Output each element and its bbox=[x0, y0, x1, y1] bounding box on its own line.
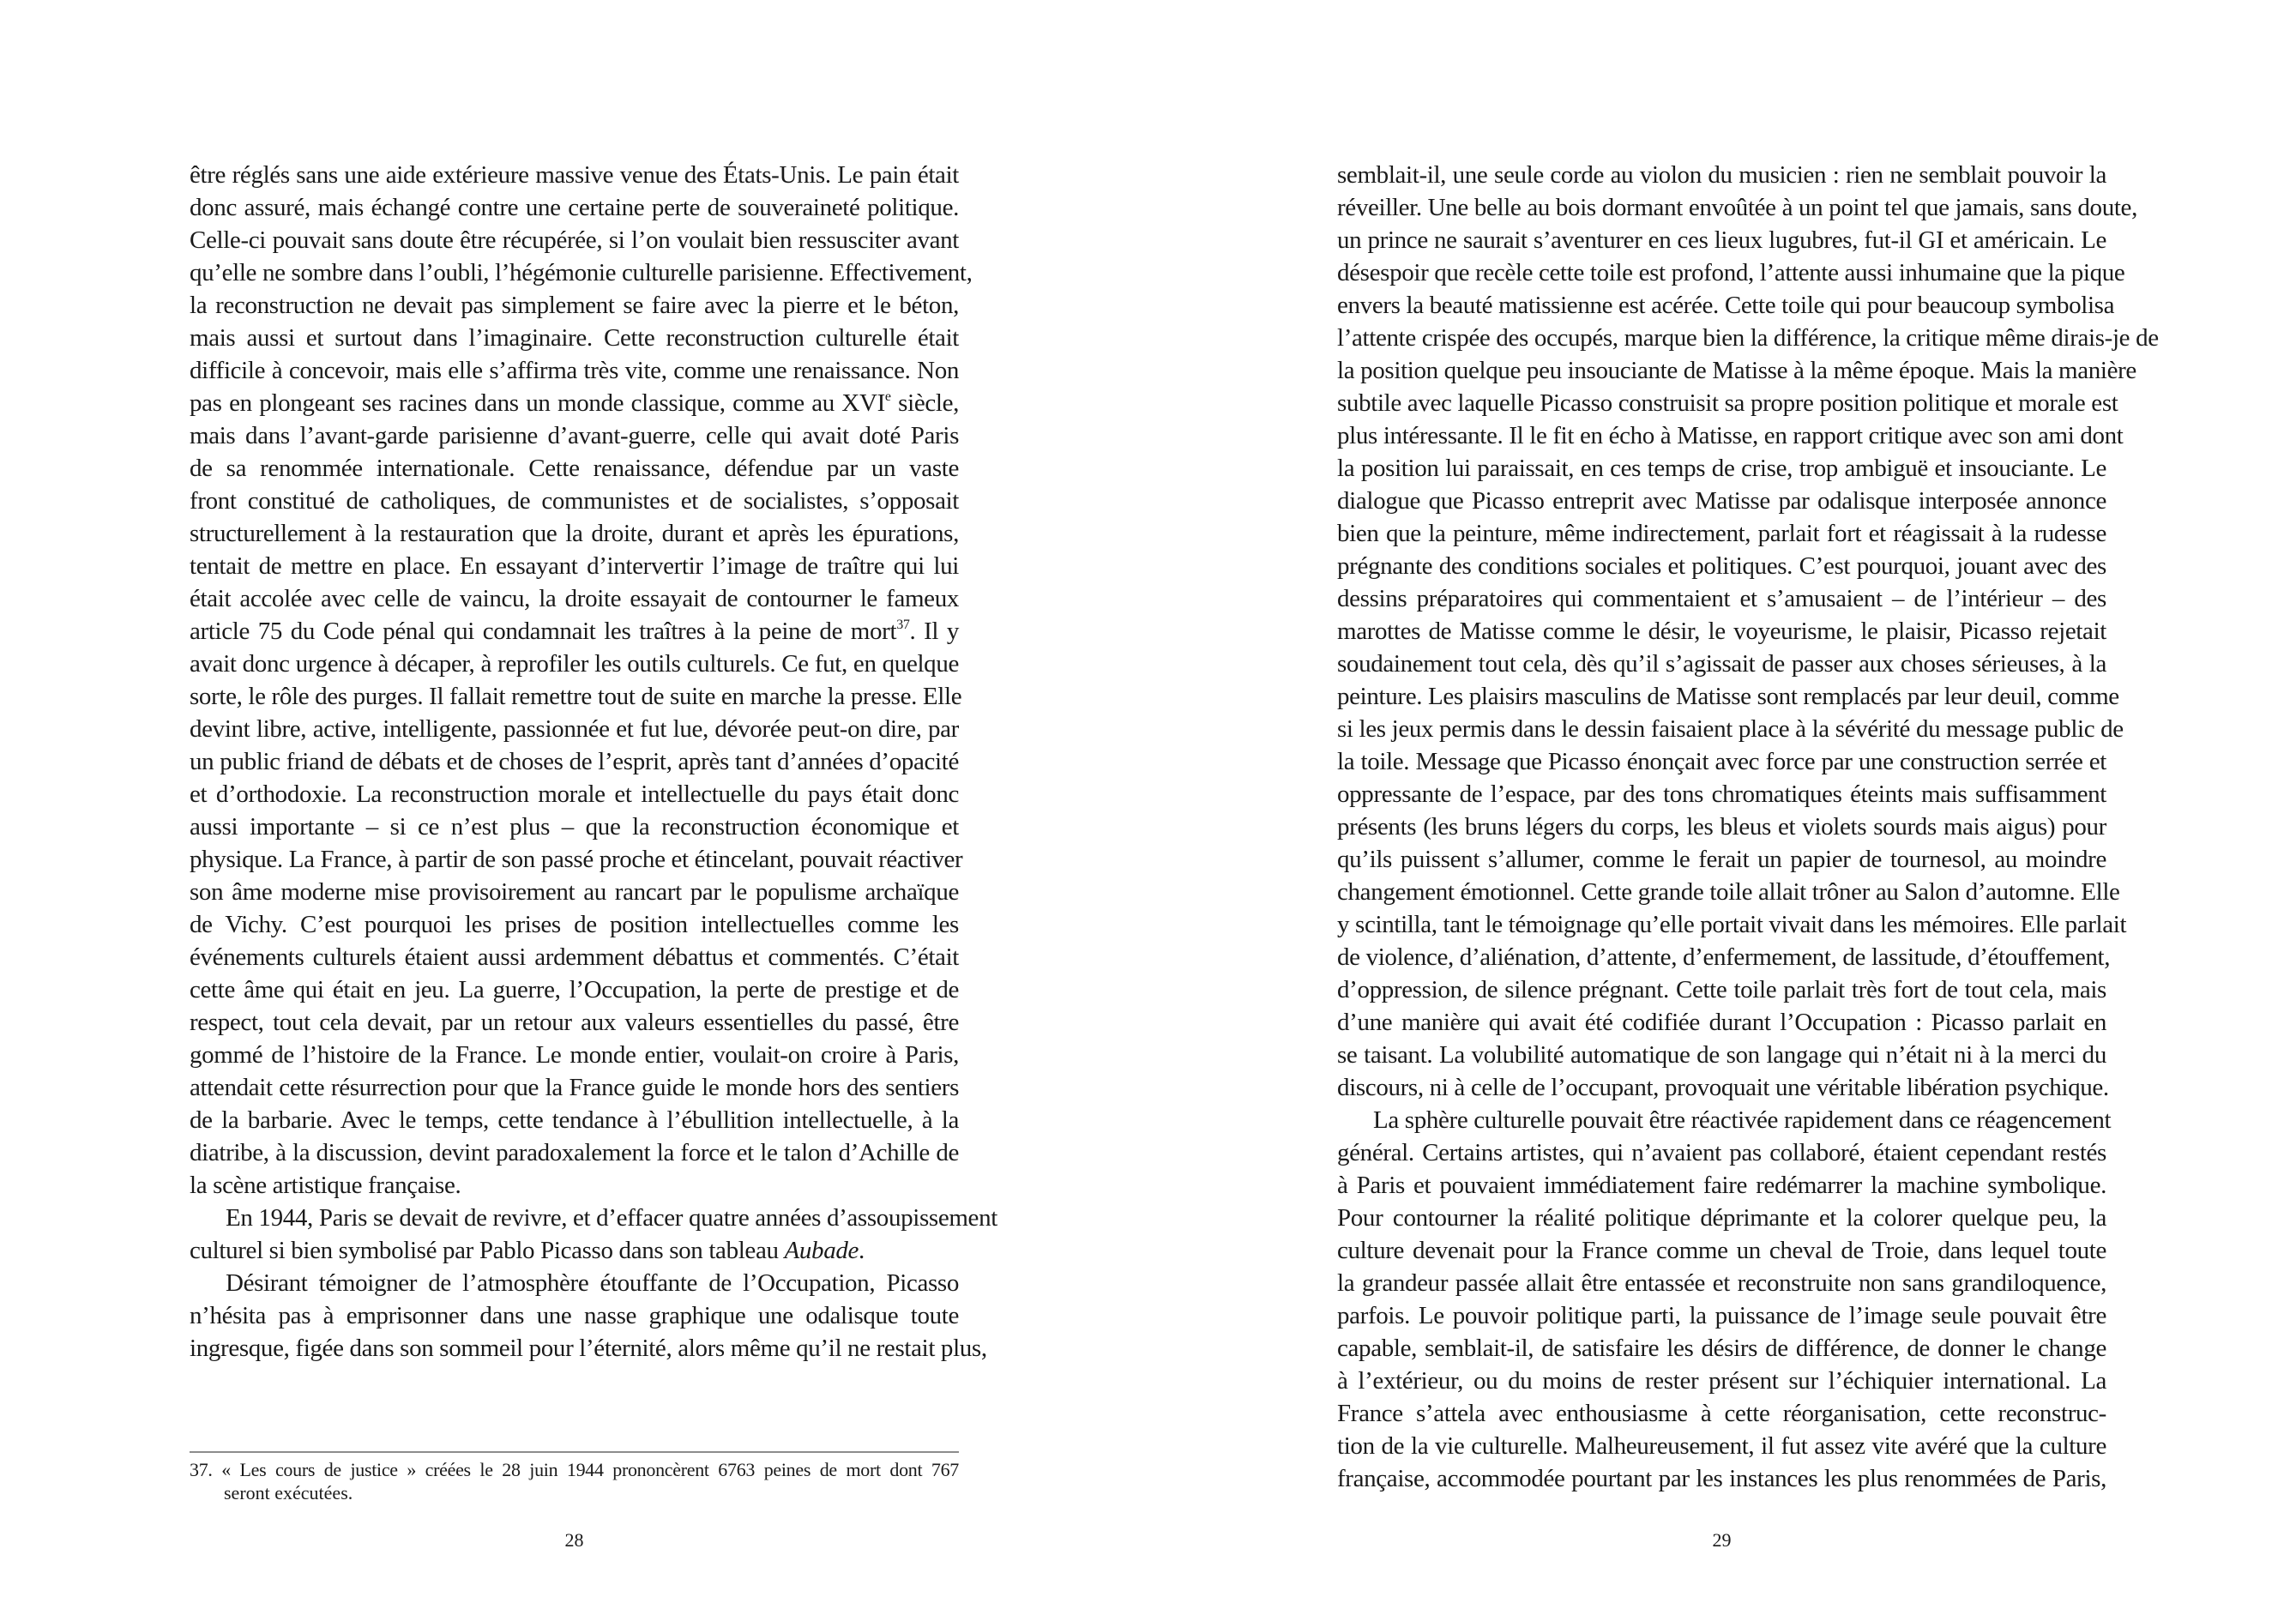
line-text: était accolée avec celle de vaincu, la droite essayait de contourner le fameux bbox=[190, 585, 959, 612]
line-text: Désirant témoigner de l’atmosphère étouffante de l’Occupation, Picasso bbox=[226, 1269, 959, 1297]
line-text: présents (les bruns légers du corps, les bleus et violets sourds mais aigus) pour bbox=[1337, 813, 2106, 841]
line-text-tail: . Il y bbox=[909, 618, 959, 645]
text-line bbox=[1337, 1365, 2106, 1397]
text-line bbox=[190, 387, 959, 419]
line-text: de la barbarie. Avec le temps, cette tendance à l’ébullition intellectuelle, à la bbox=[190, 1106, 959, 1134]
text-line bbox=[1337, 778, 2106, 810]
line-text: à Paris et pouvaient immédiatement faire redémarrer la machine symbolique. bbox=[1337, 1172, 2106, 1199]
text-line bbox=[1337, 419, 2124, 452]
text-line bbox=[190, 941, 959, 973]
text-line bbox=[190, 1039, 959, 1071]
line-text: attendait cette résurrection pour que la France guide le monde hors des sentiers bbox=[190, 1074, 959, 1101]
artwork-title: Aubade bbox=[784, 1237, 859, 1264]
line-text: qu’ils puissent s’allumer, comme le ferait un papier de tournesol, au moindre bbox=[1337, 846, 2106, 873]
text-line bbox=[190, 1104, 959, 1136]
line-text: subtile avec laquelle Picasso construisit sa propre position politique et morale est bbox=[1337, 389, 2118, 417]
text-line bbox=[1337, 1332, 2106, 1365]
page-number-right: 29 bbox=[1712, 1529, 1732, 1551]
text-line bbox=[1337, 322, 2159, 354]
text-line bbox=[1337, 1104, 2112, 1136]
text-line bbox=[1337, 745, 2106, 778]
line-text: capable, semblait-il, de satisfaire les désirs de différence, de donner le change bbox=[1337, 1335, 2106, 1362]
line-text: si les jeux permis dans le dessin faisaient place à la sévérité du message public de bbox=[1337, 715, 2124, 743]
text-line bbox=[1337, 582, 2106, 615]
line-text: avait donc urgence à décaper, à reprofiler les outils culturels. Ce fut, en quelque bbox=[190, 650, 959, 678]
footnote-37 bbox=[190, 1458, 959, 1504]
line-text: peinture. Les plaisirs masculins de Matisse sont remplacés par leur deuil, comme bbox=[1337, 683, 2119, 710]
line-text: culturel si bien symbolisé par Pablo Picasso dans son tableau bbox=[190, 1237, 785, 1264]
line-text: respect, tout cela devait, par un retour aux valeurs essentielles du passé, être bbox=[190, 1009, 959, 1036]
text-line bbox=[1337, 648, 2106, 680]
line-text: la toile. Message que Picasso énonçait avec force par une construction serrée et bbox=[1337, 748, 2106, 775]
line-text: de violence, d’aliénation, d’attente, d’enfermement, de lassitude, d’étouffement, bbox=[1337, 943, 2111, 971]
line-text: d’une manière qui avait été codifiée durant l’Occupation : Picasso parlait en bbox=[1337, 1009, 2106, 1036]
line-text: oppressante de l’espace, par des tons chromatiques éteints mais suffisamment bbox=[1337, 780, 2106, 808]
line-text: changement émotionnel. Cette grande toile allait trôner au Salon d’automne. Elle bbox=[1337, 878, 2120, 906]
line-text: la reconstruction ne devait pas simplement se faire avec la pierre et le béton, bbox=[190, 292, 959, 319]
text-line bbox=[190, 615, 959, 648]
right-page bbox=[1148, 0, 2296, 1621]
line-text: de Vichy. C’est pourquoi les prises de position intellectuelles comme les bbox=[190, 911, 959, 938]
text-line bbox=[1337, 908, 2127, 941]
text-line bbox=[1337, 1169, 2106, 1202]
line-text: diatribe, à la discussion, devint paradoxalement la force et le talon d’Achille de bbox=[190, 1139, 959, 1166]
text-line bbox=[190, 485, 959, 517]
line-text: tion de la vie culturelle. Malheureusement, il fut assez vite avéré que la culture bbox=[1337, 1432, 2106, 1460]
line-text: qu’elle ne sombre dans l’oubli, l’hégémonie culturelle parisienne. Effectivement, bbox=[190, 259, 973, 286]
line-text: marottes de Matisse comme le désir, le voyeurisme, le plaisir, Picasso rejetait bbox=[1337, 618, 2106, 645]
line-text: dialogue que Picasso entreprit avec Matisse par odalisque interposée annonce bbox=[1337, 487, 2106, 515]
line-text: France s’attela avec enthousiasme à cette réorganisation, cette reconstruc- bbox=[1337, 1400, 2106, 1427]
text-line bbox=[1337, 1039, 2106, 1071]
text-line bbox=[190, 1071, 959, 1104]
line-text: bien que la peinture, même indirectement, parlait fort et réagissait à la rudesse bbox=[1337, 520, 2106, 547]
text-line bbox=[190, 1136, 959, 1169]
line-text: la grandeur passée allait être entassée et reconstruite non sans grandiloquence, bbox=[1337, 1269, 2106, 1297]
text-line bbox=[1337, 1430, 2106, 1462]
text-line bbox=[190, 517, 959, 550]
line-text: française, accommodée pourtant par les instances les plus renommées de Paris, bbox=[1337, 1465, 2106, 1492]
line-text: Pour contourner la réalité politique déprimante et la colorer quelque peu, la bbox=[1337, 1204, 2106, 1232]
text-line bbox=[1337, 1462, 2106, 1495]
text-line bbox=[1337, 1267, 2106, 1299]
text-line bbox=[1337, 713, 2124, 745]
text-line bbox=[190, 973, 959, 1006]
text-line bbox=[190, 1332, 987, 1365]
text-line bbox=[1337, 615, 2106, 648]
page-number-left: 28 bbox=[564, 1529, 584, 1551]
text-line bbox=[190, 713, 959, 745]
line-text: de sa renommée internationale. Cette renaissance, défendue par un vaste bbox=[190, 455, 959, 482]
line-text-tail: siècle, bbox=[890, 389, 959, 417]
right-body-text bbox=[1337, 159, 2159, 1495]
footnote-reference[interactable]: 37 bbox=[896, 618, 910, 632]
text-line bbox=[1337, 191, 2137, 224]
footnote-divider bbox=[190, 1451, 959, 1453]
text-line bbox=[1337, 1006, 2106, 1039]
line-text: discours, ni à celle de l’occupant, provoquait une véritable libération psychique. bbox=[1337, 1074, 2109, 1101]
line-text: front constitué de catholiques, de communistes et de socialistes, s’opposait bbox=[190, 487, 959, 515]
line-text: Celle-ci pouvait sans doute être récupérée, si l’on voulait bien ressusciter avant bbox=[190, 226, 959, 254]
line-text: l’attente crispée des occupés, marque bien la différence, la critique même dirais-je de bbox=[1337, 324, 2159, 352]
text-line bbox=[1337, 1299, 2106, 1332]
footnote-line-2: seront exécutées. bbox=[224, 1482, 353, 1503]
line-text: sorte, le rôle des purges. Il fallait remettre tout de suite en marche la presse. Elle bbox=[190, 683, 962, 710]
text-line bbox=[190, 452, 959, 485]
text-line bbox=[190, 1006, 959, 1039]
line-text: physique. La France, à partir de son passé proche et étincelant, pouvait réactiver bbox=[190, 846, 963, 873]
line-text: ingresque, figée dans son sommeil pour l’éternité, alors même qu’il ne restait plus, bbox=[190, 1335, 987, 1362]
text-line bbox=[190, 159, 959, 191]
text-line bbox=[190, 680, 962, 713]
ordinal-superscript: e bbox=[884, 389, 891, 404]
line-text: gommé de l’histoire de la France. Le monde entier, voulait-on croire à Paris, bbox=[190, 1041, 959, 1069]
line-text: En 1944, Paris se devait de revivre, et d’effacer quatre années d’assoupissement bbox=[226, 1204, 997, 1232]
footnote-number: 37. bbox=[190, 1459, 213, 1480]
text-line bbox=[190, 419, 959, 452]
line-text: la position lui paraissait, en ces temps de crise, trop ambiguë et insouciante. Le bbox=[1337, 455, 2106, 482]
line-text: plus intéressante. Il le fit en écho à Matisse, en rapport critique avec son ami dont bbox=[1337, 422, 2124, 449]
text-line bbox=[190, 191, 959, 224]
text-line bbox=[190, 778, 959, 810]
line-text: prégnante des conditions sociales et politiques. C’est pourquoi, jouant avec des bbox=[1337, 552, 2106, 580]
text-line bbox=[1337, 452, 2106, 485]
line-text: un prince ne saurait s’aventurer en ces lieux lugubres, fut-il GI et américain. Le bbox=[1337, 226, 2106, 254]
line-text: La sphère culturelle pouvait être réactivée rapidement dans ce réagencement bbox=[1373, 1106, 2112, 1134]
line-text: article 75 du Code pénal qui condamnait les traîtres à la peine de mort bbox=[190, 618, 897, 645]
text-line bbox=[1337, 159, 2106, 191]
line-text: à l’extérieur, ou du moins de rester présent sur l’échiquier international. La bbox=[1337, 1367, 2106, 1395]
line-text: aussi importante – si ce n’est plus – que la reconstruction économique et bbox=[190, 813, 959, 841]
text-line bbox=[190, 1202, 997, 1234]
text-line bbox=[1337, 354, 2136, 387]
line-text: désespoir que recèle cette toile est profond, l’attente aussi inhumaine que la pique bbox=[1337, 259, 2125, 286]
line-text: pas en plongeant ses racines dans un monde classique, comme au XVI bbox=[190, 389, 885, 417]
text-line bbox=[190, 289, 959, 322]
text-line bbox=[1337, 224, 2106, 256]
text-line bbox=[1337, 485, 2106, 517]
text-line bbox=[1337, 256, 2125, 289]
line-text: son âme moderne mise provisoirement au rancart par le populisme archaïque bbox=[190, 878, 959, 906]
line-text: envers la beauté matissienne est acérée. Cette toile qui pour beaucoup symbolisa bbox=[1337, 292, 2115, 319]
text-line bbox=[1337, 1071, 2109, 1104]
line-text: mais aussi et surtout dans l’imaginaire. Cette reconstruction culturelle était bbox=[190, 324, 959, 352]
text-line bbox=[190, 648, 959, 680]
text-line bbox=[190, 908, 959, 941]
text-line bbox=[190, 876, 959, 908]
text-line bbox=[1337, 289, 2115, 322]
text-line bbox=[190, 810, 959, 843]
footnote-text: « Les cours de justice » créées le 28 juin 1944 prononcèrent 6763 peines de mort dont 767 bbox=[221, 1459, 959, 1480]
text-line bbox=[1337, 843, 2106, 876]
text-line bbox=[1337, 876, 2120, 908]
line-text: la scène artistique française. bbox=[190, 1172, 461, 1199]
text-line bbox=[190, 354, 959, 387]
text-line bbox=[190, 1169, 959, 1202]
text-line bbox=[190, 550, 959, 582]
text-line bbox=[190, 1234, 959, 1267]
text-line bbox=[190, 322, 959, 354]
line-text: culture devenait pour la France comme un cheval de Troie, dans lequel toute bbox=[1337, 1237, 2106, 1264]
text-line bbox=[1337, 387, 2118, 419]
line-text: cette âme qui était en jeu. La guerre, l’Occupation, la perte de prestige et de bbox=[190, 976, 959, 1003]
text-line bbox=[1337, 680, 2119, 713]
line-text: d’oppression, de silence prégnant. Cette toile parlait très fort de tout cela, mais bbox=[1337, 976, 2106, 1003]
line-text: réveiller. Une belle au bois dormant envoûtée à un point tel que jamais, sans doute, bbox=[1337, 194, 2137, 221]
line-text: semblait-il, une seule corde au violon du musicien : rien ne semblait pouvoir la bbox=[1337, 161, 2106, 189]
line-text: dessins préparatoires qui commentaient et s’amusaient – de l’intérieur – des bbox=[1337, 585, 2106, 612]
line-text: difficile à concevoir, mais elle s’affirma très vite, comme une renaissance. Non bbox=[190, 357, 959, 384]
line-text: structurellement à la restauration que la droite, durant et après les épurations, bbox=[190, 520, 959, 547]
line-text: devint libre, active, intelligente, passionnée et fut lue, dévorée peut-on dire, par bbox=[190, 715, 959, 743]
line-text: soudainement tout cela, dès qu’il s’agissait de passer aux choses sérieuses, à la bbox=[1337, 650, 2106, 678]
text-line bbox=[190, 1299, 959, 1332]
text-line bbox=[190, 843, 963, 876]
left-body-text bbox=[190, 159, 997, 1365]
text-line bbox=[190, 1267, 959, 1299]
line-text: y scintilla, tant le témoignage qu’elle portait vivait dans les mémoires. Elle parlait bbox=[1337, 911, 2127, 938]
text-line bbox=[190, 256, 973, 289]
line-text: mais dans l’avant-garde parisienne d’avant-guerre, celle qui avait doté Paris bbox=[190, 422, 959, 449]
line-text: un public friand de débats et de choses de l’esprit, après tant d’années d’opacité bbox=[190, 748, 959, 775]
line-text-tail: . bbox=[859, 1237, 865, 1264]
text-line bbox=[1337, 1234, 2106, 1267]
line-text: général. Certains artistes, qui n’avaient pas collaboré, étaient cependant restés bbox=[1337, 1139, 2106, 1166]
line-text: se taisant. La volubilité automatique de son langage qui n’était ni à la merci du bbox=[1337, 1041, 2106, 1069]
text-line bbox=[1337, 810, 2106, 843]
text-line bbox=[1337, 517, 2106, 550]
line-text: être réglés sans une aide extérieure massive venue des États-Unis. Le pain était bbox=[190, 161, 959, 189]
line-text: et d’orthodoxie. La reconstruction morale et intellectuelle du pays était donc bbox=[190, 780, 959, 808]
text-line bbox=[1337, 941, 2111, 973]
text-line bbox=[1337, 973, 2106, 1006]
text-line bbox=[190, 224, 959, 256]
line-text: n’hésita pas à emprisonner dans une nasse graphique une odalisque toute bbox=[190, 1302, 959, 1329]
text-line bbox=[1337, 550, 2106, 582]
line-text: parfois. Le pouvoir politique parti, la puissance de l’image seule pouvait être bbox=[1337, 1302, 2106, 1329]
line-text: la position quelque peu insouciante de Matisse à la même époque. Mais la manière bbox=[1337, 357, 2136, 384]
text-line bbox=[190, 582, 959, 615]
text-line bbox=[190, 745, 959, 778]
line-text: tentait de mettre en place. En essayant d’intervertir l’image de traître qui lui bbox=[190, 552, 959, 580]
line-text: événements culturels étaient aussi ardemment débattus et commentés. C’était bbox=[190, 943, 959, 971]
text-line bbox=[1337, 1397, 2106, 1430]
footnote-line-1 bbox=[190, 1458, 959, 1481]
text-line bbox=[1337, 1136, 2106, 1169]
line-text: donc assuré, mais échangé contre une certaine perte de souveraineté politique. bbox=[190, 194, 959, 221]
text-line bbox=[1337, 1202, 2106, 1234]
